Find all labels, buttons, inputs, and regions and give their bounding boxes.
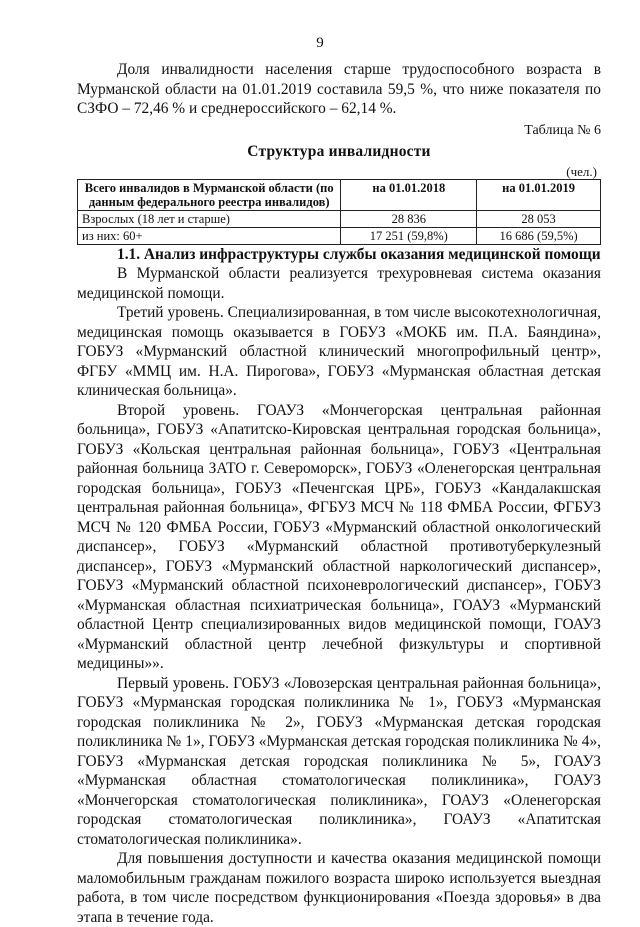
intro-paragraph: Доля инвалидности населения старше трудоспособного возраста в Мурманской области на 01.01.2019 составила 59,5 %, что ниже показателя по СЗФО – 72,46 % и среднероссийского – 62,14 %. [77,61,601,117]
table-unit: (чел.) [566,163,597,179]
disability-table [77,179,601,245]
table-header-cell: на 01.01.2019 [477,179,601,210]
body-paragraph: Третий уровень. Специализированная, в том числе высокотехнологичная, медицинская помощь оказывается в ГОБУЗ «МОКБ им. П.А. Баяндина», ГОБУЗ «Мурманский областной клинический многопрофильный центр», ФГБУ «ММЦ им. Н.А. Пирогова», ГОБУЗ «Мурманская областная детская клиническая больница». [77,304,601,399]
table-number: Таблица № 6 [524,122,601,138]
body-paragraph: В Мурманской области реализуется трехуровневая система оказания медицинской помощи. [77,265,601,302]
section-heading: 1.1. Анализ инфраструктуры службы оказания медицинской помощи [117,245,601,263]
table-header-cell: Всего инвалидов в Мурманской области (по данным федерального реестра инвалидов) [78,179,341,210]
table-cell: 28 053 [477,210,601,227]
table-header-cell: на 01.01.2018 [341,179,477,210]
body-paragraph: Второй уровень. ГОАУЗ «Мончегорская центральная районная больница», ГОБУЗ «Апатитско-Кировская центральная городская больница», ГОБУЗ «Кольская центральная районная больница», ГОБУЗ «Центральная районная больница ЗАТО г. Североморск», ГОБУЗ «Оленегорская центральная городская больница», ГОБУЗ «Печенгская ЦРБ», ГОБУЗ «Кандалакшская центральная районная больница», ФГБУЗ МСЧ № 118 ФМБА России, ФГБУЗ МСЧ № 120 ФМБА России, ГОБУЗ «Мурманский областной онкологический диспансер», ГОБУЗ «Мурманский областной противотуберкулезный диспансер», ГОБУЗ «Мурманский областной наркологический диспансер», ГОБУЗ «Мурманский областной психоневрологический диспансер», ГОБУЗ «Мурманская областная психиатрическая больница», ГОАУЗ «Мурманский областной Центр специализированных видов медицинской помощи, ГОАУЗ «Мурманский областной центр лечебной физкультуры и спортивной медицины»». [77,401,601,672]
body-paragraph: Для повышения доступности и качества оказания медицинской помощи маломобильным гражданам пожилого возраста широко используется выездная работа, в том числе посредством функционирования «Поезда здоровья» в два этапа в течение года. [77,850,601,926]
table-cell: 17 251 (59,8%) [341,227,477,244]
page-content [77,60,601,927]
table-cell: 28 836 [341,210,477,227]
table-cell: из них: 60+ [78,227,341,244]
table-cell: Взрослых (18 лет и старше) [78,210,341,227]
table-title: Структура инвалидности [247,143,431,160]
table-header-row [78,179,601,210]
body-paragraph: Первый уровень. ГОБУЗ «Ловозерская центральная районная больница», ГОБУЗ «Мурманская городская поликлиника № 1», ГОБУЗ «Мурманская городская поликлиника № 2», ГОБУЗ «Мурманская детская городская поликлиника № 1», ГОБУЗ «Мурманская детская городская поликлиника № 4», ГОБУЗ «Мурманская детская городская поликлиника № 5», ГОАУЗ «Мурманская областная стоматологическая поликлиника», ГОАУЗ «Мончегорская стоматологическая поликлиника», ГОАУЗ «Оленегорская городская стоматологическая поликлиника», ГОАУЗ «Апатитская стоматологическая поликлиника». [77,674,601,848]
table-row [78,227,601,244]
table-cell: 16 686 (59,5%) [477,227,601,244]
page-number: 9 [316,35,324,51]
table-row [78,210,601,227]
